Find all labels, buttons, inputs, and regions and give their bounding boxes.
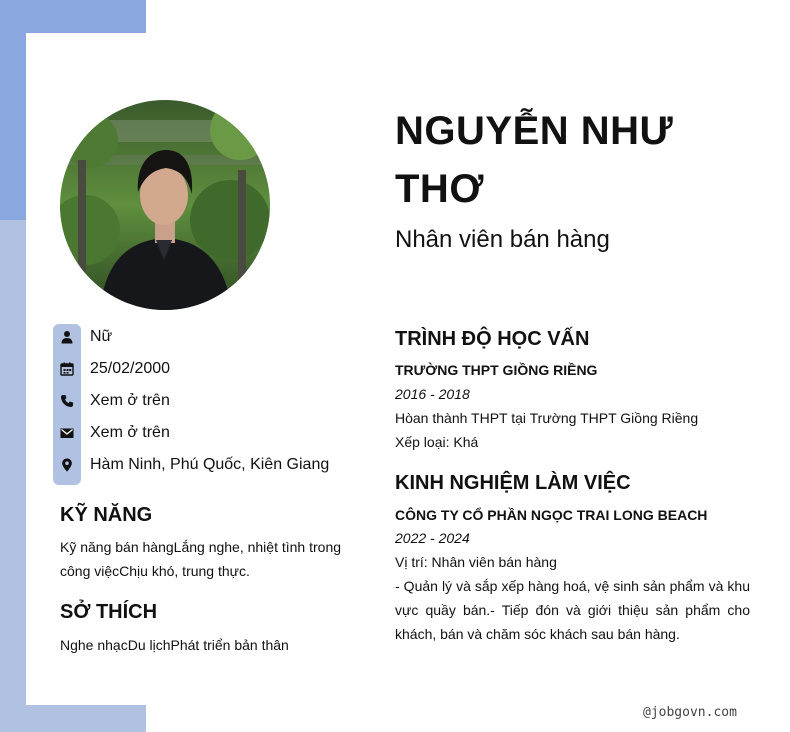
company-name: CÔNG TY CỔ PHẦN NGỌC TRAI LONG BEACH xyxy=(395,507,708,523)
experience-heading: KINH NGHIỆM LÀM VIỆC xyxy=(395,472,631,494)
watermark: @jobgovn.com xyxy=(643,705,737,720)
job-title: Nhân viên bán hàng xyxy=(395,226,610,253)
school-name: TRƯỜNG THPT GIỒNG RIỀNG xyxy=(395,362,598,378)
experience-period: 2022 - 2024 xyxy=(395,530,470,546)
contact-text: 25/02/2000 xyxy=(90,360,171,377)
contact-email xyxy=(60,421,360,445)
mail-icon xyxy=(60,426,74,440)
contact-text: Xem ở trên xyxy=(90,392,170,409)
skills-text: Kỹ năng bán hàngLắng nghe, nhiệt tình trong công việcChịu khó, trung thực. xyxy=(60,539,342,579)
experience-description: - Quản lý và sắp xếp hàng hoá, vệ sinh sản phẩm và khu vực quầy bán.- Tiếp đón và giới thiệu sản phẩm cho khách, bán và chăm sóc khách sau bán hàng. xyxy=(395,578,750,642)
education-detail: Hòan thành THPT tại Trường THPT Giồng Riềng xyxy=(395,410,699,426)
contact-text: Nữ xyxy=(90,328,113,345)
hobbies-heading: SỞ THÍCH xyxy=(60,601,158,623)
person-icon xyxy=(60,330,74,344)
education-period: 2016 - 2018 xyxy=(395,386,470,402)
contact-text: Hàm Ninh, Phú Quốc, Kiên Giang xyxy=(90,456,330,473)
candidate-name: NGUYỄN NHƯ THƠ xyxy=(395,109,674,211)
contact-text: Xem ở trên xyxy=(90,424,170,441)
location-pin-icon xyxy=(60,458,74,472)
experience-position: Vị trí: Nhân viên bán hàng xyxy=(395,554,557,570)
hobbies-text: Nghe nhạcDu lịchPhát triển bản thân xyxy=(60,637,289,653)
calendar-icon xyxy=(60,362,74,376)
phone-icon xyxy=(60,394,74,408)
education-grade: Xếp loại: Khá xyxy=(395,434,479,450)
contact-birthdate xyxy=(60,357,360,381)
contact-gender xyxy=(60,325,360,349)
education-heading: TRÌNH ĐỘ HỌC VẤN xyxy=(395,328,590,350)
contact-phone xyxy=(60,389,360,413)
contact-address xyxy=(60,453,360,477)
skills-heading: KỸ NĂNG xyxy=(60,504,153,526)
profile-photo xyxy=(60,100,270,310)
